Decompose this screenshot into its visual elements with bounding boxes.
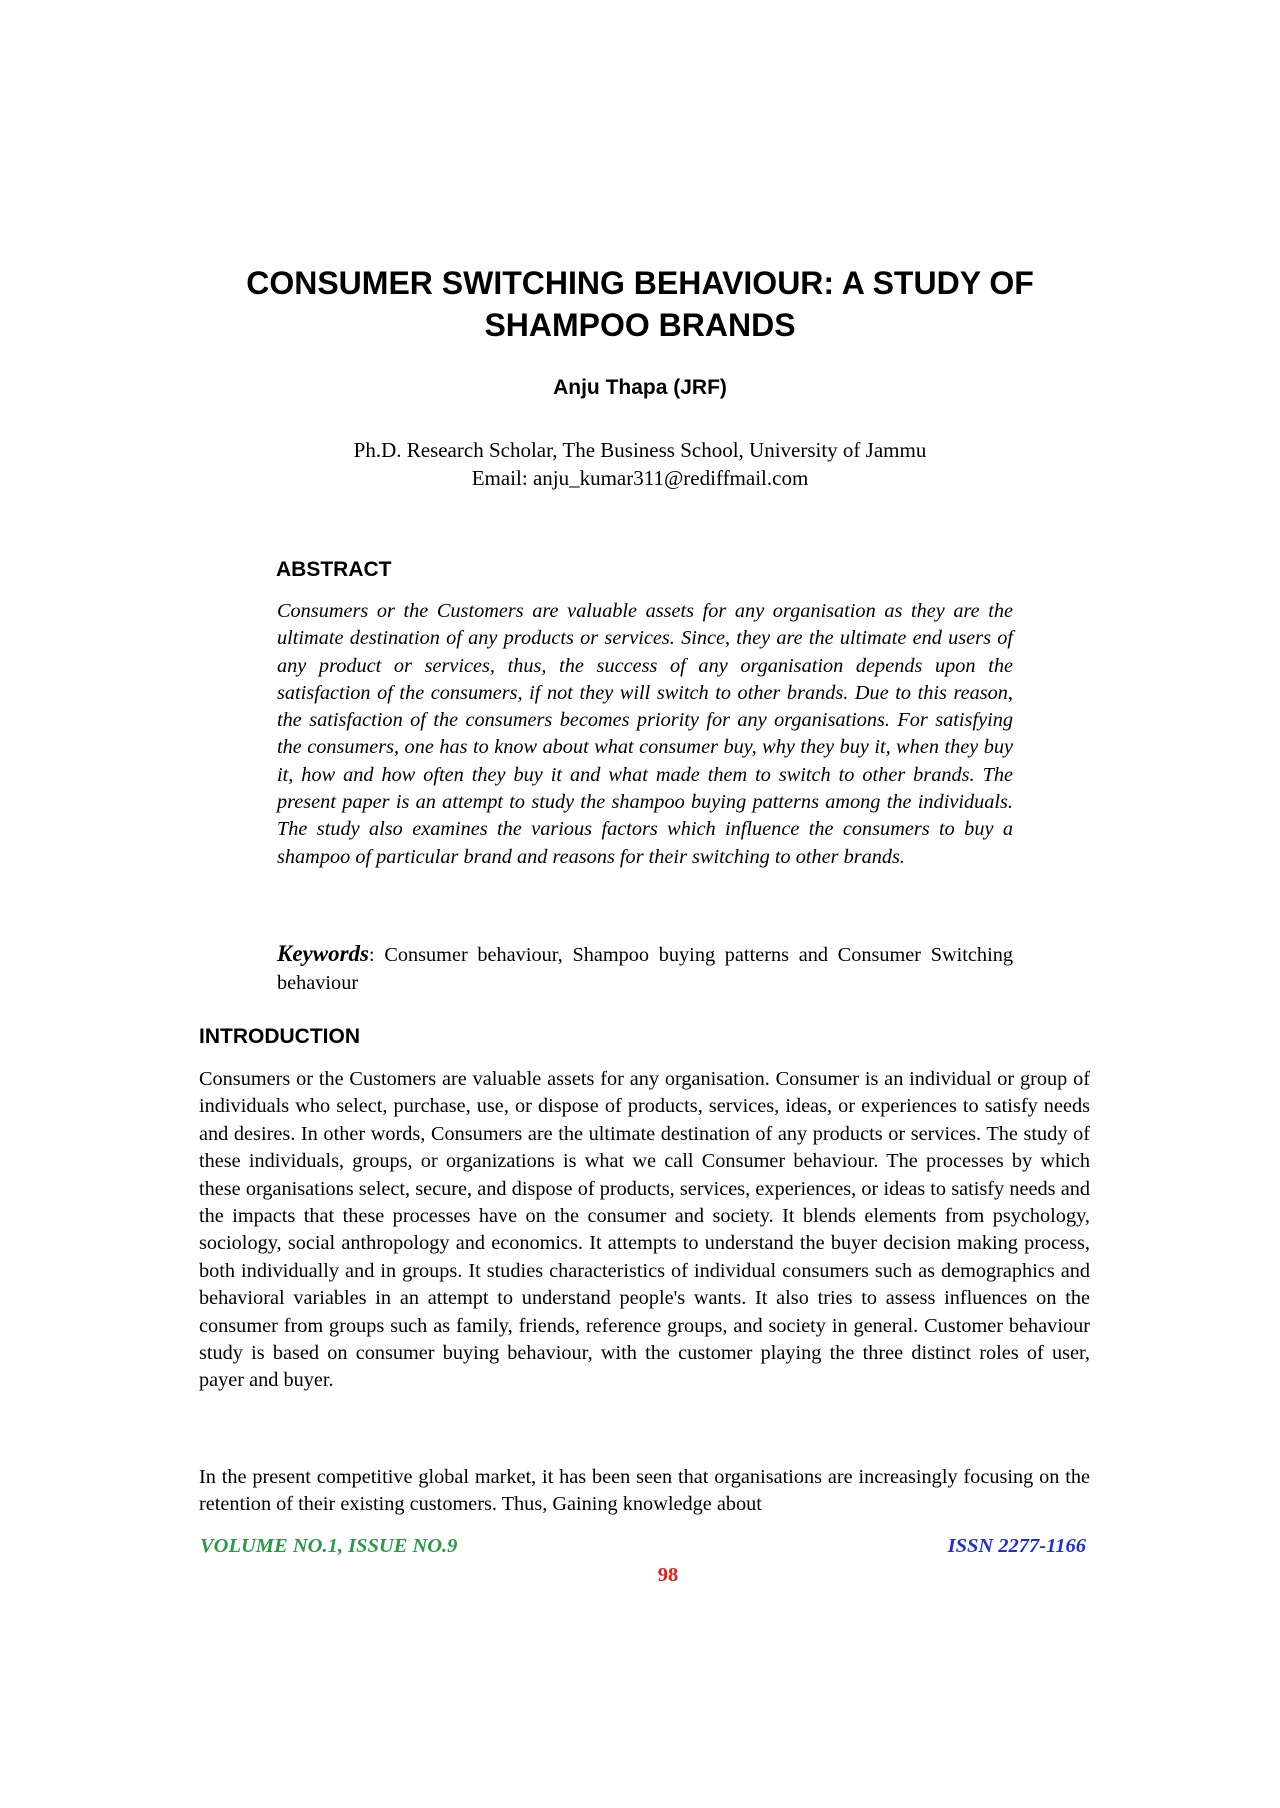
keywords <box>277 940 1013 997</box>
introduction-paragraph-2: In the present competitive global market, it has been seen that organisations are increasingly focusing on the retention of their existing customers. Thus, Gaining knowledge about <box>199 1466 1090 1516</box>
paper-title-line-2: SHAMPOO BRANDS <box>484 307 796 343</box>
footer-volume: VOLUME NO.1, ISSUE NO.9 <box>200 1535 458 1557</box>
affiliation-line: Ph.D. Research Scholar, The Business School, University of Jammu <box>353 438 927 462</box>
abstract-body: Consumers or the Customers are valuable assets for any organisation as they are the ultimate destination of any products or services. Since, they are the ultimate end users of any product or services, thus, the success of any organisation depends upon the satisfaction of the consumers, if not they will switch to other brands. Due to this reason, the satisfaction of the consumers becomes priority for any organisations. For satisfying the consumers, one has to know about what consumer buy, why they buy it, when they buy it, how and how often they buy it and what made them to switch to other brands. The present paper is an attempt to study the shampoo buying patterns among the individuals. The study also examines the various factors which influence the consumers to buy a shampoo of particular brand and reasons for their switching to other brands. <box>277 600 1013 868</box>
author-affiliation <box>150 436 1130 492</box>
keywords-label: Keywords <box>277 941 369 966</box>
author-email: Email: anju_kumar311@rediffmail.com <box>471 466 809 490</box>
page-number: 98 <box>657 1564 679 1586</box>
introduction-paragraph-1: Consumers or the Customers are valuable assets for any organisation. Consumer is an individual or group of individuals who select, purchase, use, or dispose of products, services, ideas, or experiences to satisfy needs and desires. In other words, Consumers are the ultimate destination of any products or services. The study of these individuals, groups, or organizations is what we call Consumer behaviour. The processes by which these organisations select, secure, and dispose of products, services, experiences, or ideas to satisfy needs and the impacts that these processes have on the consumer and society. It blends elements from psychology, sociology, social anthropology and economics. It attempts to understand the buyer decision making process, both individually and in groups. It studies characteristics of individual consumers such as demographics and behavioral variables in an attempt to understand people's wants. It also tries to assess influences on the consumer from groups such as family, friends, reference groups, and society in general. Customer behaviour study is based on consumer buying behaviour, with the customer playing the three distinct roles of user, payer and buyer. <box>199 1068 1090 1392</box>
introduction-heading: INTRODUCTION <box>199 1025 360 1048</box>
keywords-text: : Consumer behaviour, Shampoo buying patterns and Consumer Switching behaviour <box>277 944 1013 994</box>
author-name: Anju Thapa (JRF) <box>553 376 727 399</box>
paper-title <box>150 262 1130 346</box>
footer-issn: ISSN 2277-1166 <box>947 1535 1086 1557</box>
abstract-heading: ABSTRACT <box>276 558 392 581</box>
paper-title-line-1: CONSUMER SWITCHING BEHAVIOUR: A STUDY OF <box>246 265 1034 301</box>
